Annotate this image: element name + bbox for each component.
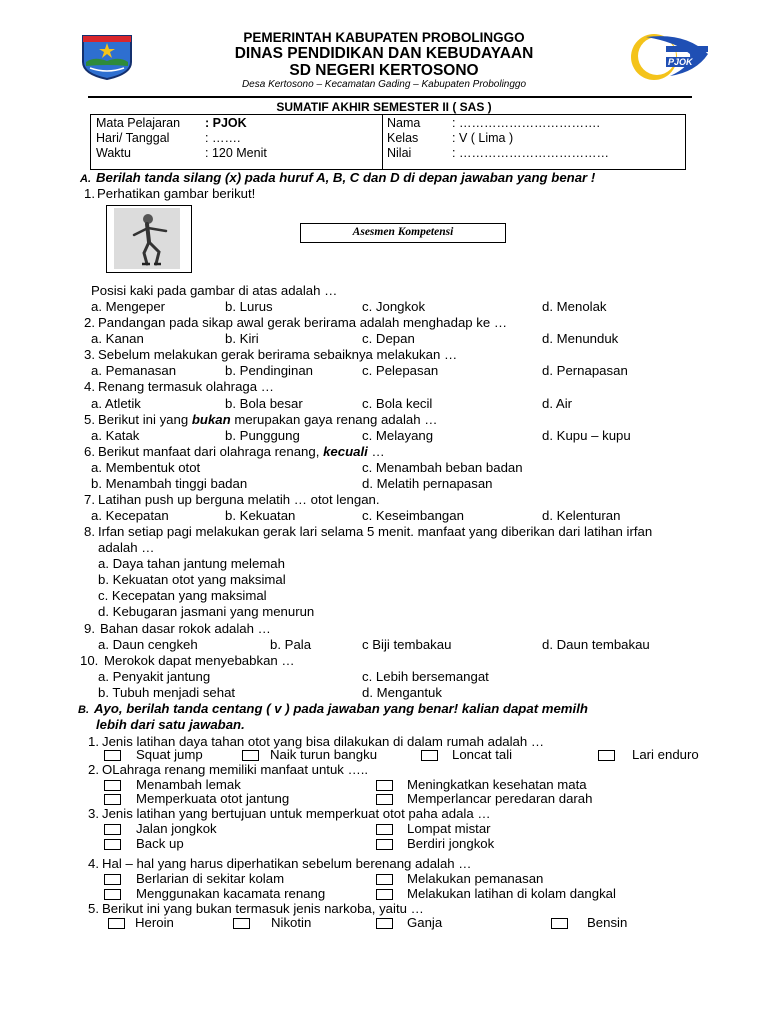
q5-option-d: d. Kupu – kupu xyxy=(542,428,631,443)
b3-checkbox-1[interactable] xyxy=(104,824,121,835)
info-table-divider xyxy=(382,114,383,170)
q1-intro: Perhatikan gambar berikut! xyxy=(97,186,256,201)
q8-option-b: b. Kekuatan otot yang maksimal xyxy=(98,572,286,587)
b5-checkbox-1[interactable] xyxy=(108,918,125,929)
header-divider xyxy=(88,96,692,98)
label-mata-pelajaran: Mata Pelajaran xyxy=(96,116,181,130)
b1-checkbox-2[interactable] xyxy=(242,750,259,761)
b3-option-1: Jalan jongkok xyxy=(136,821,217,836)
q8-text: Irfan setiap pagi melakukan gerak lari selama 5 menit. manfaat yang diberikan dari latihan irfan xyxy=(98,524,653,539)
b5-checkbox-3[interactable] xyxy=(376,918,393,929)
q1-text: Posisi kaki pada gambar di atas adalah … xyxy=(91,283,338,298)
q10-number: 10. xyxy=(80,653,99,668)
b5-option-4: Bensin xyxy=(587,915,628,930)
q6-text: Berikut manfaat dari olahraga renang, kecuali … xyxy=(98,444,385,459)
q10-option-d: d. Mengantuk xyxy=(362,685,442,700)
section-a-marker: A. xyxy=(80,173,91,185)
b3-checkbox-2[interactable] xyxy=(376,824,393,835)
q4-text: Renang termasuk olahraga … xyxy=(98,379,274,394)
b4-option-3: Menggunakan kacamata renang xyxy=(136,886,326,901)
b4-text: Hal – hal yang harus diperhatikan sebelum berenang adalah … xyxy=(102,856,472,871)
b4-checkbox-3[interactable] xyxy=(104,889,121,900)
q10-option-c: c. Lebih bersemangat xyxy=(362,669,489,684)
b3-text: Jenis latihan yang bertujuan untuk memperkuat otot paha adala … xyxy=(102,806,491,821)
b4-option-2: Melakukan pemanasan xyxy=(407,871,544,886)
b5-option-1: Heroin xyxy=(135,915,174,930)
b5-number: 5. xyxy=(88,901,99,916)
q4-option-d: d. Air xyxy=(542,396,573,411)
b3-option-3: Back up xyxy=(136,836,184,851)
b1-checkbox-3[interactable] xyxy=(421,750,438,761)
q7-option-a: a. Kecepatan xyxy=(91,508,169,523)
q3-option-d: d. Pernapasan xyxy=(542,363,628,378)
q9-option-d: d. Daun tembakau xyxy=(542,637,650,652)
b2-checkbox-4[interactable] xyxy=(376,794,393,805)
q5-option-c: c. Melayang xyxy=(362,428,434,443)
b5-text: Berikut ini yang bukan termasuk jenis narkoba, yaitu … xyxy=(102,901,424,916)
value-kelas: : V ( Lima ) xyxy=(452,131,514,145)
header-department: DINAS PENDIDIKAN DAN KEBUDAYAAN xyxy=(234,45,534,62)
q3-option-a: a. Pemanasan xyxy=(91,363,177,378)
b1-option-3: Loncat tali xyxy=(452,747,513,762)
header-government: PEMERINTAH KABUPATEN PROBOLINGGO xyxy=(243,30,525,45)
q8-number: 8. xyxy=(84,524,95,539)
q5-option-a: a. Katak xyxy=(91,428,140,443)
b1-checkbox-1[interactable] xyxy=(104,750,121,761)
b4-option-4: Melakukan latihan di kolam dangkal xyxy=(407,886,616,901)
q10-option-a: a. Penyakit jantung xyxy=(98,669,211,684)
label-waktu: Waktu xyxy=(96,146,131,160)
q9-text: Bahan dasar rokok adalah … xyxy=(100,621,271,636)
q3-option-b: b. Pendinginan xyxy=(225,363,313,378)
b1-number: 1. xyxy=(88,734,99,749)
q5-text: Berikut ini yang bukan merupakan gaya renang adalah … xyxy=(98,412,438,427)
b2-option-4: Memperlancar peredaran darah xyxy=(407,791,593,806)
b2-option-1: Menambah lemak xyxy=(136,777,241,792)
b2-checkbox-3[interactable] xyxy=(104,794,121,805)
q7-option-d: d. Kelenturan xyxy=(542,508,621,523)
q9-option-a: a. Daun cengkeh xyxy=(98,637,198,652)
section-b-marker: B. xyxy=(78,704,89,716)
q1-option-d: d. Menolak xyxy=(542,299,607,314)
q1-option-a: a. Mengeper xyxy=(91,299,166,314)
q6-option-d: d. Melatih pernapasan xyxy=(362,476,493,491)
value-nama: : ……………………………. xyxy=(452,116,600,130)
b1-option-2: Naik turun bangku xyxy=(270,747,378,762)
q6-number: 6. xyxy=(84,444,95,459)
q9-option-b: b. Pala xyxy=(270,637,312,652)
asesmen-label: Asesmen Kompetensi xyxy=(352,226,454,238)
q2-text: Pandangan pada sikap awal gerak berirama adalah menghadap ke … xyxy=(98,315,508,330)
section-a-instruction: Berilah tanda silang (x) pada huruf A, B, C dan D di depan jawaban yang benar ! xyxy=(96,170,596,185)
b5-option-2: Nikotin xyxy=(271,915,312,930)
b5-checkbox-4[interactable] xyxy=(551,918,568,929)
b4-option-1: Berlarian di sekitar kolam xyxy=(136,871,285,886)
q2-number: 2. xyxy=(84,315,95,330)
q8-text-cont: adalah … xyxy=(98,540,155,555)
q9-number: 9. xyxy=(84,621,95,636)
b4-checkbox-4[interactable] xyxy=(376,889,393,900)
q5-option-b: b. Punggung xyxy=(225,428,300,443)
b3-number: 3. xyxy=(88,806,99,821)
b4-checkbox-1[interactable] xyxy=(104,874,121,885)
header-address: Desa Kertosono – Kecamatan Gading – Kabupaten Probolinggo xyxy=(241,79,527,90)
b3-checkbox-3[interactable] xyxy=(104,839,121,850)
q7-option-c: c. Keseimbangan xyxy=(362,508,464,523)
label-nilai: Nilai xyxy=(387,146,412,160)
q6-option-a: a. Membentuk otot xyxy=(91,460,201,475)
q5-number: 5. xyxy=(84,412,95,427)
b1-option-4: Lari enduro xyxy=(632,747,699,762)
q1-option-c: c. Jongkok xyxy=(362,299,426,314)
section-b-instruction: Ayo, berilah tanda centang ( v ) pada jawaban yang benar! kalian dapat memilh xyxy=(94,701,588,716)
q2-option-a: a. Kanan xyxy=(91,331,144,346)
b1-option-1: Squat jump xyxy=(136,747,203,762)
b1-checkbox-4[interactable] xyxy=(598,750,615,761)
q9-option-c: c Biji tembakau xyxy=(362,637,452,652)
q8-option-a: a. Daya tahan jantung melemah xyxy=(98,556,285,571)
b2-checkbox-1[interactable] xyxy=(104,780,121,791)
label-kelas: Kelas xyxy=(387,131,419,145)
pjok-logo-text: PJOK xyxy=(668,57,693,67)
b3-option-4: Berdiri jongkok xyxy=(407,836,495,851)
value-mata-pelajaran: : PJOK xyxy=(205,116,247,130)
q7-option-b: b. Kekuatan xyxy=(225,508,296,523)
q2-option-c: c. Depan xyxy=(362,331,415,346)
q1-option-b: b. Lurus xyxy=(225,299,273,314)
b1-text: Jenis latihan daya tahan otot yang bisa dilakukan di dalam rumah adalah … xyxy=(102,734,545,749)
q6-option-c: c. Menambah beban badan xyxy=(362,460,523,475)
q10-text: Merokok dapat menyebabkan … xyxy=(104,653,295,668)
q3-number: 3. xyxy=(84,347,95,362)
athlete-figure xyxy=(114,208,180,269)
b3-checkbox-4[interactable] xyxy=(376,839,393,850)
label-nama: Nama xyxy=(387,116,421,130)
b2-text: OLahraga renang memiliki manfaat untuk ….. xyxy=(102,762,369,777)
q4-number: 4. xyxy=(84,379,95,394)
q2-option-d: d. Menunduk xyxy=(542,331,619,346)
q2-option-b: b. Kiri xyxy=(225,331,259,346)
b4-checkbox-2[interactable] xyxy=(376,874,393,885)
label-hari-tanggal: Hari/ Tanggal xyxy=(96,131,170,145)
q4-option-c: c. Bola kecil xyxy=(362,396,433,411)
q1-number: 1. xyxy=(84,186,95,201)
b2-checkbox-2[interactable] xyxy=(376,780,393,791)
b2-option-3: Memperkuata otot jantung xyxy=(136,791,290,806)
q3-text: Sebelum melakukan gerak berirama sebaiknya melakukan … xyxy=(98,347,458,362)
b4-number: 4. xyxy=(88,856,99,871)
value-hari-tanggal: : ……. xyxy=(205,131,241,145)
b3-option-2: Lompat mistar xyxy=(407,821,491,836)
section-b-instruction-cont: lebih dari satu jawaban. xyxy=(96,717,245,732)
value-waktu: : 120 Menit xyxy=(205,146,267,160)
q4-option-b: b. Bola besar xyxy=(225,396,303,411)
q8-option-d: d. Kebugaran jasmani yang menurun xyxy=(98,604,315,619)
q7-number: 7. xyxy=(84,492,95,507)
q6-option-b: b. Menambah tinggi badan xyxy=(91,476,248,491)
q3-option-c: c. Pelepasan xyxy=(362,363,439,378)
q7-text: Latihan push up berguna melatih … otot lengan. xyxy=(98,492,380,507)
header-school: SD NEGERI KERTOSONO xyxy=(289,62,479,79)
b5-checkbox-2[interactable] xyxy=(233,918,250,929)
b2-option-2: Meningkatkan kesehatan mata xyxy=(407,777,587,792)
q10-option-b: b. Tubuh menjadi sehat xyxy=(98,685,236,700)
value-nilai: : ……………………………… xyxy=(452,146,609,160)
b5-option-3: Ganja xyxy=(407,915,443,930)
exam-title: SUMATIF AKHIR SEMESTER II ( SAS ) xyxy=(276,100,492,114)
q4-option-a: a. Atletik xyxy=(91,396,141,411)
q8-option-c: c. Kecepatan yang maksimal xyxy=(98,588,267,603)
b2-number: 2. xyxy=(88,762,99,777)
